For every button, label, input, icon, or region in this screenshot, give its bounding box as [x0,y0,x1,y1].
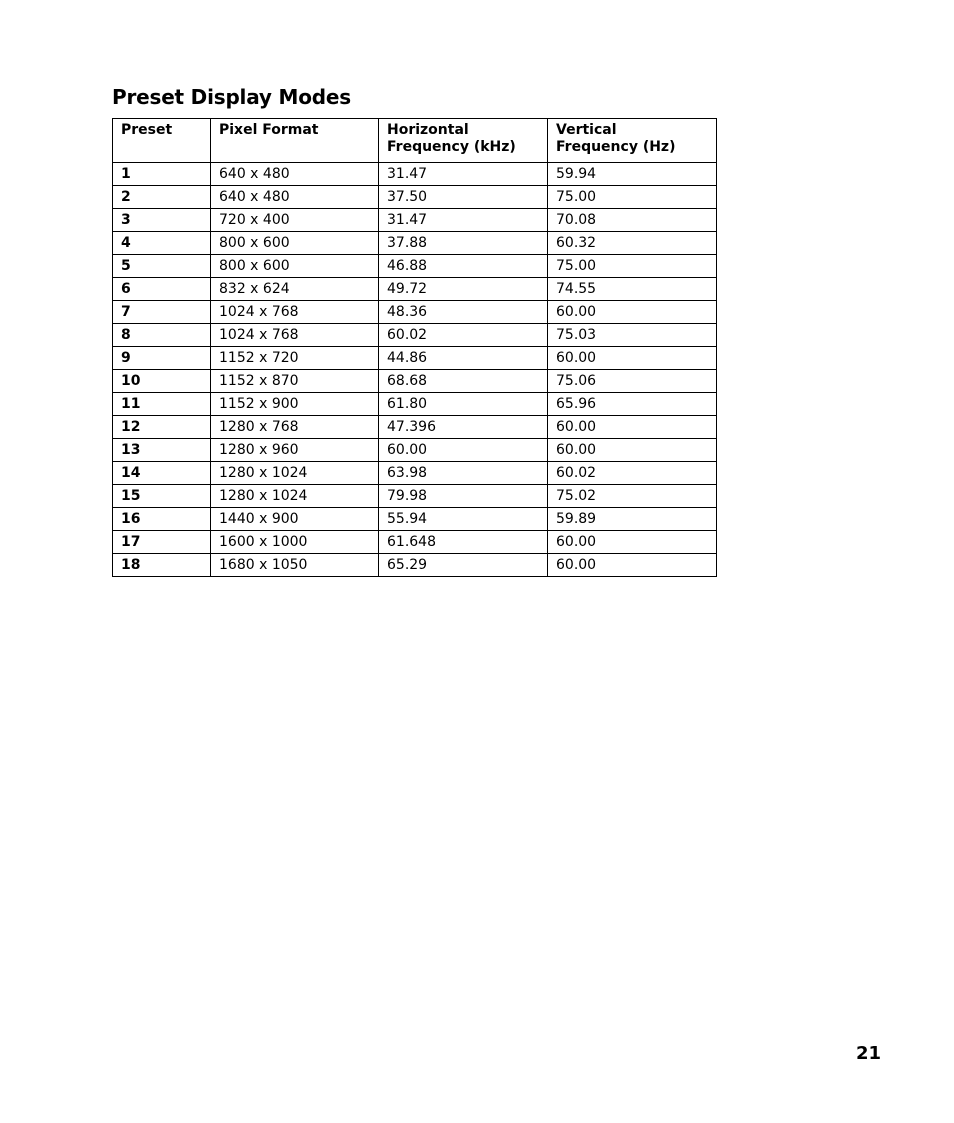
vertical-frequency-cell: 60.00 [548,301,717,324]
preset-cell: 4 [113,232,211,255]
horizontal-frequency-cell: 46.88 [379,255,548,278]
page-title: Preset Display Modes [112,85,351,109]
pixel-format-cell: 1280 x 1024 [211,462,379,485]
preset-display-modes-table [112,118,717,577]
table-row [113,393,717,416]
horizontal-frequency-cell: 61.80 [379,393,548,416]
horizontal-frequency-cell: 47.396 [379,416,548,439]
vertical-frequency-cell: 60.00 [548,347,717,370]
column-header-preset: Preset [113,119,211,163]
horizontal-frequency-cell: 44.86 [379,347,548,370]
pixel-format-cell: 1280 x 960 [211,439,379,462]
table-row [113,255,717,278]
vertical-frequency-cell: 65.96 [548,393,717,416]
table-row [113,186,717,209]
vertical-frequency-cell: 59.94 [548,163,717,186]
vertical-frequency-cell: 75.02 [548,485,717,508]
table-row [113,554,717,577]
preset-cell: 12 [113,416,211,439]
preset-cell: 16 [113,508,211,531]
pixel-format-cell: 720 x 400 [211,209,379,232]
pixel-format-cell: 1680 x 1050 [211,554,379,577]
vertical-frequency-cell: 60.00 [548,416,717,439]
preset-cell: 17 [113,531,211,554]
vertical-frequency-cell: 75.06 [548,370,717,393]
vertical-frequency-cell: 75.03 [548,324,717,347]
pixel-format-cell: 1280 x 1024 [211,485,379,508]
preset-cell: 8 [113,324,211,347]
horizontal-frequency-cell: 55.94 [379,508,548,531]
horizontal-frequency-cell: 31.47 [379,163,548,186]
vertical-frequency-cell: 60.00 [548,554,717,577]
preset-cell: 1 [113,163,211,186]
pixel-format-cell: 1152 x 900 [211,393,379,416]
horizontal-frequency-cell: 60.00 [379,439,548,462]
table-row [113,347,717,370]
pixel-format-cell: 1024 x 768 [211,324,379,347]
horizontal-frequency-cell: 63.98 [379,462,548,485]
table-header-row [113,119,717,163]
table-row [113,531,717,554]
preset-cell: 11 [113,393,211,416]
vertical-frequency-cell: 74.55 [548,278,717,301]
preset-cell: 15 [113,485,211,508]
preset-cell: 6 [113,278,211,301]
preset-cell: 10 [113,370,211,393]
pixel-format-cell: 1152 x 720 [211,347,379,370]
horizontal-frequency-cell: 61.648 [379,531,548,554]
pixel-format-cell: 1152 x 870 [211,370,379,393]
vertical-frequency-cell: 60.00 [548,439,717,462]
pixel-format-cell: 640 x 480 [211,186,379,209]
pixel-format-cell: 800 x 600 [211,232,379,255]
preset-cell: 5 [113,255,211,278]
pixel-format-cell: 1600 x 1000 [211,531,379,554]
table-row [113,324,717,347]
pixel-format-cell: 800 x 600 [211,255,379,278]
pixel-format-cell: 640 x 480 [211,163,379,186]
table-row [113,439,717,462]
pixel-format-cell: 1024 x 768 [211,301,379,324]
table-row [113,462,717,485]
preset-cell: 7 [113,301,211,324]
table-row [113,416,717,439]
column-header-vertical-frequency: Vertical Frequency (Hz) [548,119,717,163]
vertical-frequency-cell: 70.08 [548,209,717,232]
table-row [113,508,717,531]
preset-cell: 13 [113,439,211,462]
pixel-format-cell: 1280 x 768 [211,416,379,439]
table-row [113,278,717,301]
preset-cell: 18 [113,554,211,577]
preset-cell: 3 [113,209,211,232]
horizontal-frequency-cell: 48.36 [379,301,548,324]
horizontal-frequency-cell: 79.98 [379,485,548,508]
horizontal-frequency-cell: 37.88 [379,232,548,255]
pixel-format-cell: 1440 x 900 [211,508,379,531]
table-row [113,370,717,393]
table-row [113,301,717,324]
pixel-format-cell: 832 x 624 [211,278,379,301]
preset-cell: 2 [113,186,211,209]
vertical-frequency-cell: 60.00 [548,531,717,554]
table-row [113,209,717,232]
table-row [113,163,717,186]
horizontal-frequency-cell: 37.50 [379,186,548,209]
table-row [113,232,717,255]
table-row [113,485,717,508]
page-number: 21 [856,1043,882,1064]
vertical-frequency-cell: 75.00 [548,186,717,209]
vertical-frequency-cell: 59.89 [548,508,717,531]
horizontal-frequency-cell: 68.68 [379,370,548,393]
preset-cell: 9 [113,347,211,370]
horizontal-frequency-cell: 65.29 [379,554,548,577]
column-header-pixel-format: Pixel Format [211,119,379,163]
vertical-frequency-cell: 60.32 [548,232,717,255]
horizontal-frequency-cell: 60.02 [379,324,548,347]
horizontal-frequency-cell: 49.72 [379,278,548,301]
vertical-frequency-cell: 75.00 [548,255,717,278]
preset-cell: 14 [113,462,211,485]
column-header-horizontal-frequency: Horizontal Frequency (kHz) [379,119,548,163]
vertical-frequency-cell: 60.02 [548,462,717,485]
horizontal-frequency-cell: 31.47 [379,209,548,232]
